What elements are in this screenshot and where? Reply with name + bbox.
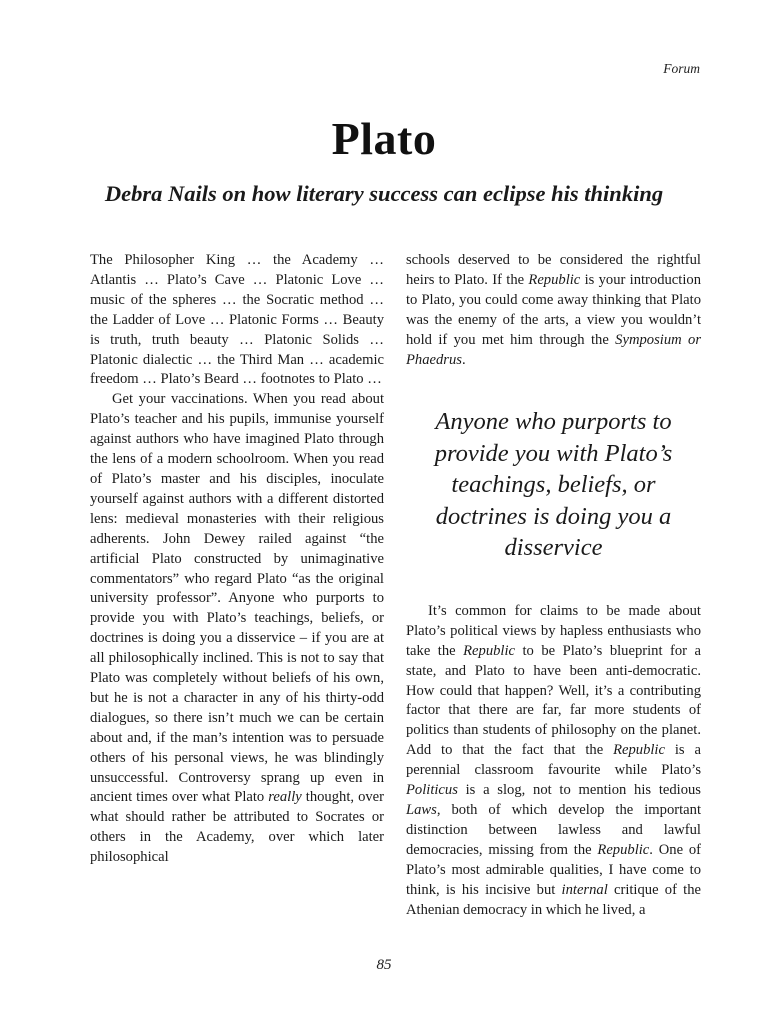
text-run: is a perennial classroom favourite while Plato’s <box>406 742 701 779</box>
text-run: Get your vaccinations. When you read about Plato’s teacher and his pupils, immunise yourself against authors who have imagined Plato through the lens of a modern schoolroom. When you read of Plato’s master and his disciples, inoculate yourself against authors with a different distorted lens: medieval monasteries with their religious adherents. John Dewey railed against “the artificial Plato constructed by unimaginative commentators” who regard Plato “as the original university professor”. Anyone who purports to provide you with Plato’s teachings, beliefs, or doctrines is doing you a disservice – if you are at all philosophically inclined. This is not to say that Plato was completely without beliefs of his own, but he is not a character in any of his thirty-odd dialogues, so there isn’t much we can be certain about and, if the man’s intention was to persuade others of his personal views, he was blindingly unsuccessful. Controversy sprang up even in ancient times over what Plato <box>90 391 384 806</box>
work-title: Republic <box>613 742 665 759</box>
text-run: It’s common for claims to be made about Plato’s political views by hapless enthusiasts who take the <box>406 602 701 659</box>
work-title: Republic <box>597 841 650 858</box>
text-run: to be Plato’s blueprint for a state, and Plato to have been anti-democratic. How could that happen? Well, it’s a contributing factor that there are far, far more students of politics than students of philosophy on the planet. Add to that the fact that the <box>406 642 701 759</box>
work-title: Republic <box>463 642 515 659</box>
work-title: Laws <box>406 802 437 818</box>
intro-paragraph: The Philosopher King … the Academy … Atlantis … Plato’s Cave … Platonic Love … music of the spheres … the Socratic method … the Ladder of Love … Platonic Forms … Beauty is truth, truth beauty … Platonic Solids … Platonic dialectic … the Third Man … academic freedom … Plato’s Beard … footnotes to Plato … <box>90 252 384 388</box>
text-run: is a slog, not to mention his tedious <box>457 782 701 799</box>
article-subtitle: Debra Nails on how literary success can eclipse his thinking <box>104 181 664 206</box>
text-run: critique of the Athenian democracy in which he lived, a <box>406 881 701 918</box>
emphasis-really: really <box>268 789 302 806</box>
pull-quote: Anyone who purports to provide you with Plato’s teachings, beliefs, or doctrines is doing you a disservice <box>434 408 673 562</box>
right-column <box>406 251 701 920</box>
work-title: Politicus <box>406 782 458 799</box>
left-column <box>90 251 384 868</box>
work-title: Symposium or Phaedrus <box>406 331 701 368</box>
text-run: thought, over what should rather be attributed to Socrates or others in the Academy, over which later philosophical <box>90 789 384 866</box>
text-run: , both of which develop the important distinction between lawless and lawful democracies, missing from the <box>406 802 701 858</box>
text-run: is your introduction to Plato, you could come away thinking that Plato was the enemy of the arts, a view you wouldn’t hold if you met him through the <box>406 271 701 348</box>
section-label: Forum <box>663 61 700 76</box>
work-title: Republic <box>528 271 581 288</box>
article-title: Plato <box>331 113 437 164</box>
body-paragraph <box>406 602 701 921</box>
body-paragraph <box>90 390 384 868</box>
page-number: 85 <box>376 957 392 973</box>
text-run: . <box>461 351 466 368</box>
text-run: schools deserved to be considered the rightful heirs to Plato. If the <box>406 252 701 288</box>
text-run: . One of Plato’s most admirable qualities, I have come to think, is his incisive but <box>406 841 702 898</box>
body-paragraph <box>406 251 701 370</box>
emphasis-internal: internal <box>561 881 608 898</box>
